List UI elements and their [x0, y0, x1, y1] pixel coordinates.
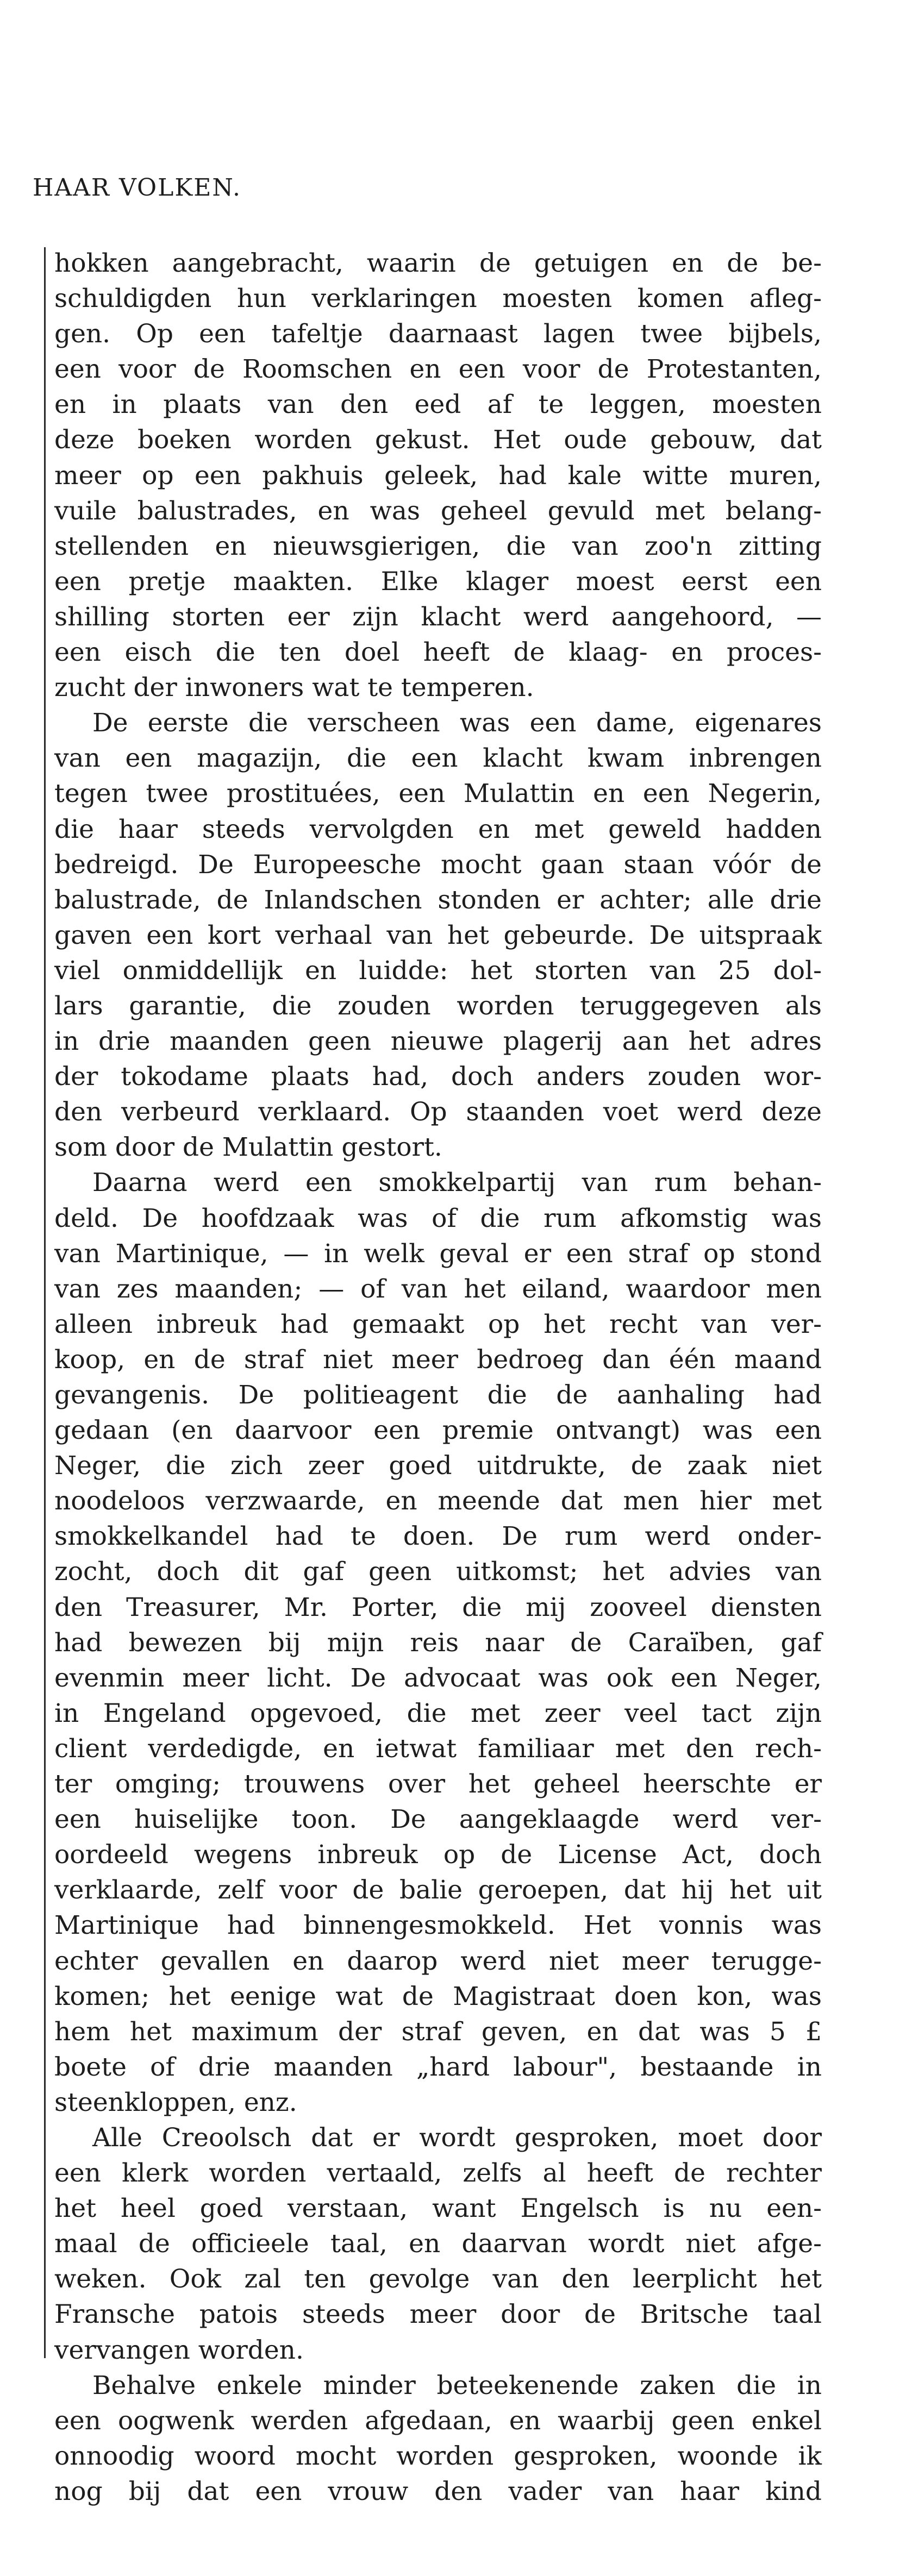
- text-line: Daarna werd een smokkelpartij van rum behan-: [92, 1168, 822, 1198]
- text-line: Martinique had binnengesmokkeld. Het vonnis was: [54, 1910, 822, 1941]
- text-line: Neger, die zich zeer goed uitdrukte, de zaak niet: [54, 1451, 822, 1481]
- text-line: zocht, doch dit gaf geen uitkomst; het advies van: [54, 1557, 822, 1587]
- text-line: gaven een kort verhaal van het gebeurde. De uitspraak: [54, 920, 822, 950]
- text-line: hokken aangebracht, waarin de getuigen en de be-: [54, 248, 822, 278]
- text-line: nog bij dat een vrouw den vader van haar kind: [54, 2476, 822, 2506]
- text-line: had bewezen bij mijn reis naar de Caraïben, gaf: [54, 1627, 822, 1658]
- text-line: hem het maximum der straf geven, en dat was 5 £: [54, 2016, 822, 2047]
- text-line: smokkelkandel had te doen. De rum werd onder-: [54, 1521, 822, 1552]
- text-line: den verbeurd verklaard. Op staanden voet werd deze: [54, 1097, 822, 1127]
- text-line: een huiselijke toon. De aangeklaagde werd ver-: [54, 1804, 822, 1835]
- text-line: deld. De hoofdzaak was of die rum afkomstig was: [54, 1203, 822, 1233]
- text-line: Behalve enkele minder beteekenende zaken die in: [92, 2370, 822, 2400]
- text-line: steenkloppen, enz.: [54, 2087, 297, 2117]
- text-line: een oogwenk werden afgedaan, en waarbij geen enkel: [54, 2405, 822, 2436]
- text-line: boete of drie maanden „hard labour", bestaande in: [54, 2052, 822, 2082]
- text-line: een klerk worden vertaald, zelfs al heeft de rechter: [54, 2158, 822, 2189]
- text-line: gedaan (en daarvoor een premie ontvangt) was een: [54, 1415, 822, 1446]
- text-line: een eisch die ten doel heeft de klaag- en proces-: [54, 637, 822, 668]
- text-line: schuldigden hun verklaringen moesten komen afleg-: [54, 284, 822, 314]
- text-line: het heel goed verstaan, want Engelsch is nu een-: [54, 2193, 822, 2224]
- margin-rule: [44, 247, 46, 2358]
- text-line: en in plaats van den eed af te leggen, moesten: [54, 390, 822, 420]
- text-line: shilling storten eer zijn klacht werd aangehoord, —: [54, 601, 822, 632]
- text-line: evenmin meer licht. De advocaat was ook een Neger,: [54, 1663, 822, 1693]
- text-line: oordeeld wegens inbreuk op de License Act, doch: [54, 1840, 822, 1870]
- text-line: van een magazijn, die een klacht kwam inbrengen: [54, 743, 822, 774]
- text-line: gen. Op een tafeltje daarnaast lagen twee bijbels,: [54, 319, 822, 349]
- text-line: een pretje maakten. Elke klager moest eerst een: [54, 566, 822, 597]
- text-line: verklaarde, zelf voor de balie geroepen, dat hij het uit: [54, 1875, 822, 1906]
- text-line: een voor de Roomschen en een voor de Protestanten,: [54, 354, 822, 385]
- text-line: lars garantie, die zouden worden teruggegeven als: [54, 991, 822, 1021]
- text-line: Alle Creoolsch dat er wordt gesproken, moet door: [92, 2122, 822, 2153]
- text-line: Fransche patois steeds meer door de Britsche taal: [54, 2299, 822, 2330]
- text-line: ter omging; trouwens over het geheel heerschte er: [54, 1769, 822, 1800]
- text-line: client verdedigde, en ietwat familiaar met den rech-: [54, 1733, 822, 1764]
- text-line: viel onmiddellijk en luidde: het storten van 25 dol-: [54, 955, 822, 986]
- text-line: bedreigd. De Europeesche mocht gaan staan vóór de: [54, 849, 822, 880]
- text-line: noodeloos verzwaarde, en meende dat men hier met: [54, 1486, 822, 1516]
- text-line: van Martinique, — in welk geval er een straf op stond: [54, 1238, 822, 1269]
- text-line: die haar steeds vervolgden en met geweld hadden: [54, 814, 822, 844]
- text-line: deze boeken worden gekust. Het oude gebouw, dat: [54, 425, 822, 455]
- text-line: zucht der inwoners wat te temperen.: [54, 673, 534, 703]
- text-line: vuile balustrades, en was geheel gevuld met belang-: [54, 496, 822, 526]
- body-text: [54, 246, 822, 2509]
- running-head: HAAR VOLKEN.: [33, 174, 241, 202]
- text-line: gevangenis. De politieagent die de aanhaling had: [54, 1380, 822, 1410]
- text-line: maal de officieele taal, en daarvan wordt niet afge-: [54, 2229, 822, 2259]
- text-line: den Treasurer, Mr. Porter, die mij zooveel diensten: [54, 1592, 822, 1622]
- text-line: stellenden en nieuwsgierigen, die van zoo'n zitting: [54, 531, 822, 561]
- text-line: onnoodig woord mocht worden gesproken, woonde ik: [54, 2441, 822, 2471]
- text-line: in Engeland opgevoed, die met zeer veel tact zijn: [54, 1698, 822, 1728]
- text-line: De eerste die verscheen was een dame, eigenares: [92, 708, 822, 738]
- text-line: in drie maanden geen nieuwe plagerij aan het adres: [54, 1026, 822, 1057]
- text-line: vervangen worden.: [54, 2335, 304, 2365]
- text-line: komen; het eenige wat de Magistraat doen kon, was: [54, 1981, 822, 2011]
- text-line: balustrade, de Inlandschen stonden er achter; alle drie: [54, 885, 822, 915]
- text-line: weken. Ook zal ten gevolge van den leerplicht het: [54, 2264, 822, 2295]
- text-line: tegen twee prostituées, een Mulattin en een Negerin,: [54, 779, 822, 809]
- text-line: som door de Mulattin gestort.: [54, 1132, 442, 1163]
- text-line: alleen inbreuk had gemaakt op het recht van ver-: [54, 1309, 822, 1339]
- text-line: echter gevallen en daarop werd niet meer terugge-: [54, 1946, 822, 1976]
- text-line: koop, en de straf niet meer bedroeg dan één maand: [54, 1344, 822, 1375]
- text-line: meer op een pakhuis geleek, had kale witte muren,: [54, 460, 822, 491]
- text-line: der tokodame plaats had, doch anders zouden wor-: [54, 1062, 822, 1092]
- text-line: van zes maanden; — of van het eiland, waardoor men: [54, 1274, 822, 1304]
